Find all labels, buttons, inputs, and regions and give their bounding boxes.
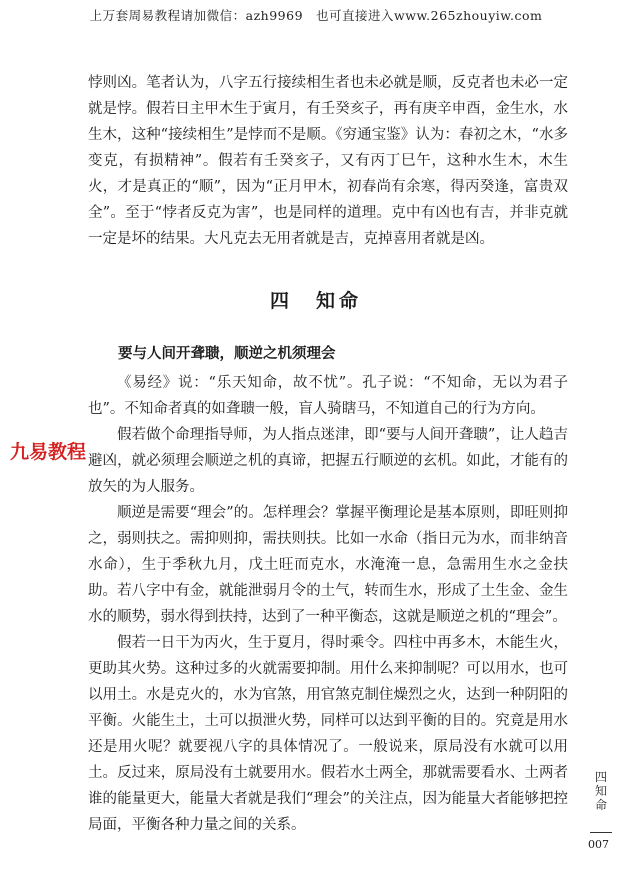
paragraph: 假若一日干为丙火，生于夏月，得时乘令。四柱中再多木，木能生火，更助其火势。这种过多的火就需要抑制。用什么来抑制呢？可以用水，也可以用土。水是克火的，水为官煞，用官煞克制住燥烈之火，达到一种阴阳的平衡。火能生土，土可以损泄火势，同样可以达到平衡的目的。究竟是用水还是用火呢？就要视八字的具体情况了。一般说来，原局没有水就可以用土。反过来，原局没有土就要用水。假若水土两全，那就需要看水、土两者谁的能量更大，能量大者就是我们“理会”的关注点，因为能量大者能够把控局面，平衡各种力量之间的关系。 [88, 635, 568, 833]
paragraph: 《易经》说：“乐天知命，故不忧”。孔子说：“不知命，无以为君子也”。不知命者真的如聋聩一般，盲人骑瞎马，不知道自己的行为方向。 [88, 375, 568, 417]
intro-block [88, 70, 568, 252]
intro-paragraph: 悖则凶。笔者认为，八字五行接续相生者也未必就是顺，反克者也未必一定就是悖。假若日主甲木生于寅月，有壬癸亥子，再有庚辛申酉，金生水，水生木，这种“接续相生”是悖而不是顺。《穷通宝鉴》认为：春初之木，“水多变克，有损精神”。假若有壬癸亥子，又有丙丁巳午，这种水生木，木生火，才是真正的“顺”，因为“正月甲木，初春尚有余寒，得丙癸逢，富贵双全”。至于“悖者反克为害”，也是同样的道理。克中有凶也有吉，并非克就一定是坏的结果。大凡克去无用者就是吉，克掉喜用者就是凶。 [88, 75, 568, 247]
side-tab-divider [590, 832, 612, 833]
side-tab-char: 知 [594, 784, 607, 798]
page-number: 007 [588, 838, 609, 851]
body-text [88, 370, 568, 838]
section-title: 四 知命 [269, 290, 362, 312]
paragraph: 假若做个命理指导师，为人指点迷津，即“要与人间开聋聩”，让人趋吉避凶，就必须理会顺逆之机的真谛，把握五行顺逆的玄机。如此，才能有的放矢的为人服务。 [88, 427, 568, 495]
chapter-side-tab [590, 770, 612, 812]
section-subheading: 要与人间开聋聩，顺逆之机须理会 [118, 346, 336, 362]
watermark-logo: 九易教程 [8, 437, 88, 464]
side-tab-char: 命 [594, 798, 607, 812]
side-tab-char: 四 [594, 770, 607, 784]
paragraph: 顺逆是需要“理会”的。怎样理会？掌握平衡理论是基本原则，即旺则抑之，弱则扶之。需抑则抑，需扶则扶。比如一水命（指日元为水，而非纳音水命），生于季秋九月，戊土旺而克水，水淹淹一息，急需用生水之金扶助。若八字中有金，就能泄弱月令的土气，转而生水，形成了土生金、金生水的顺势，弱水得到扶持，达到了一种平衡态，这就是顺逆之机的“理会”。 [88, 505, 568, 625]
header-banner: 上万套周易教程请加微信：azh9969 也可直接进入www.265zhouyiw.com [89, 8, 543, 23]
